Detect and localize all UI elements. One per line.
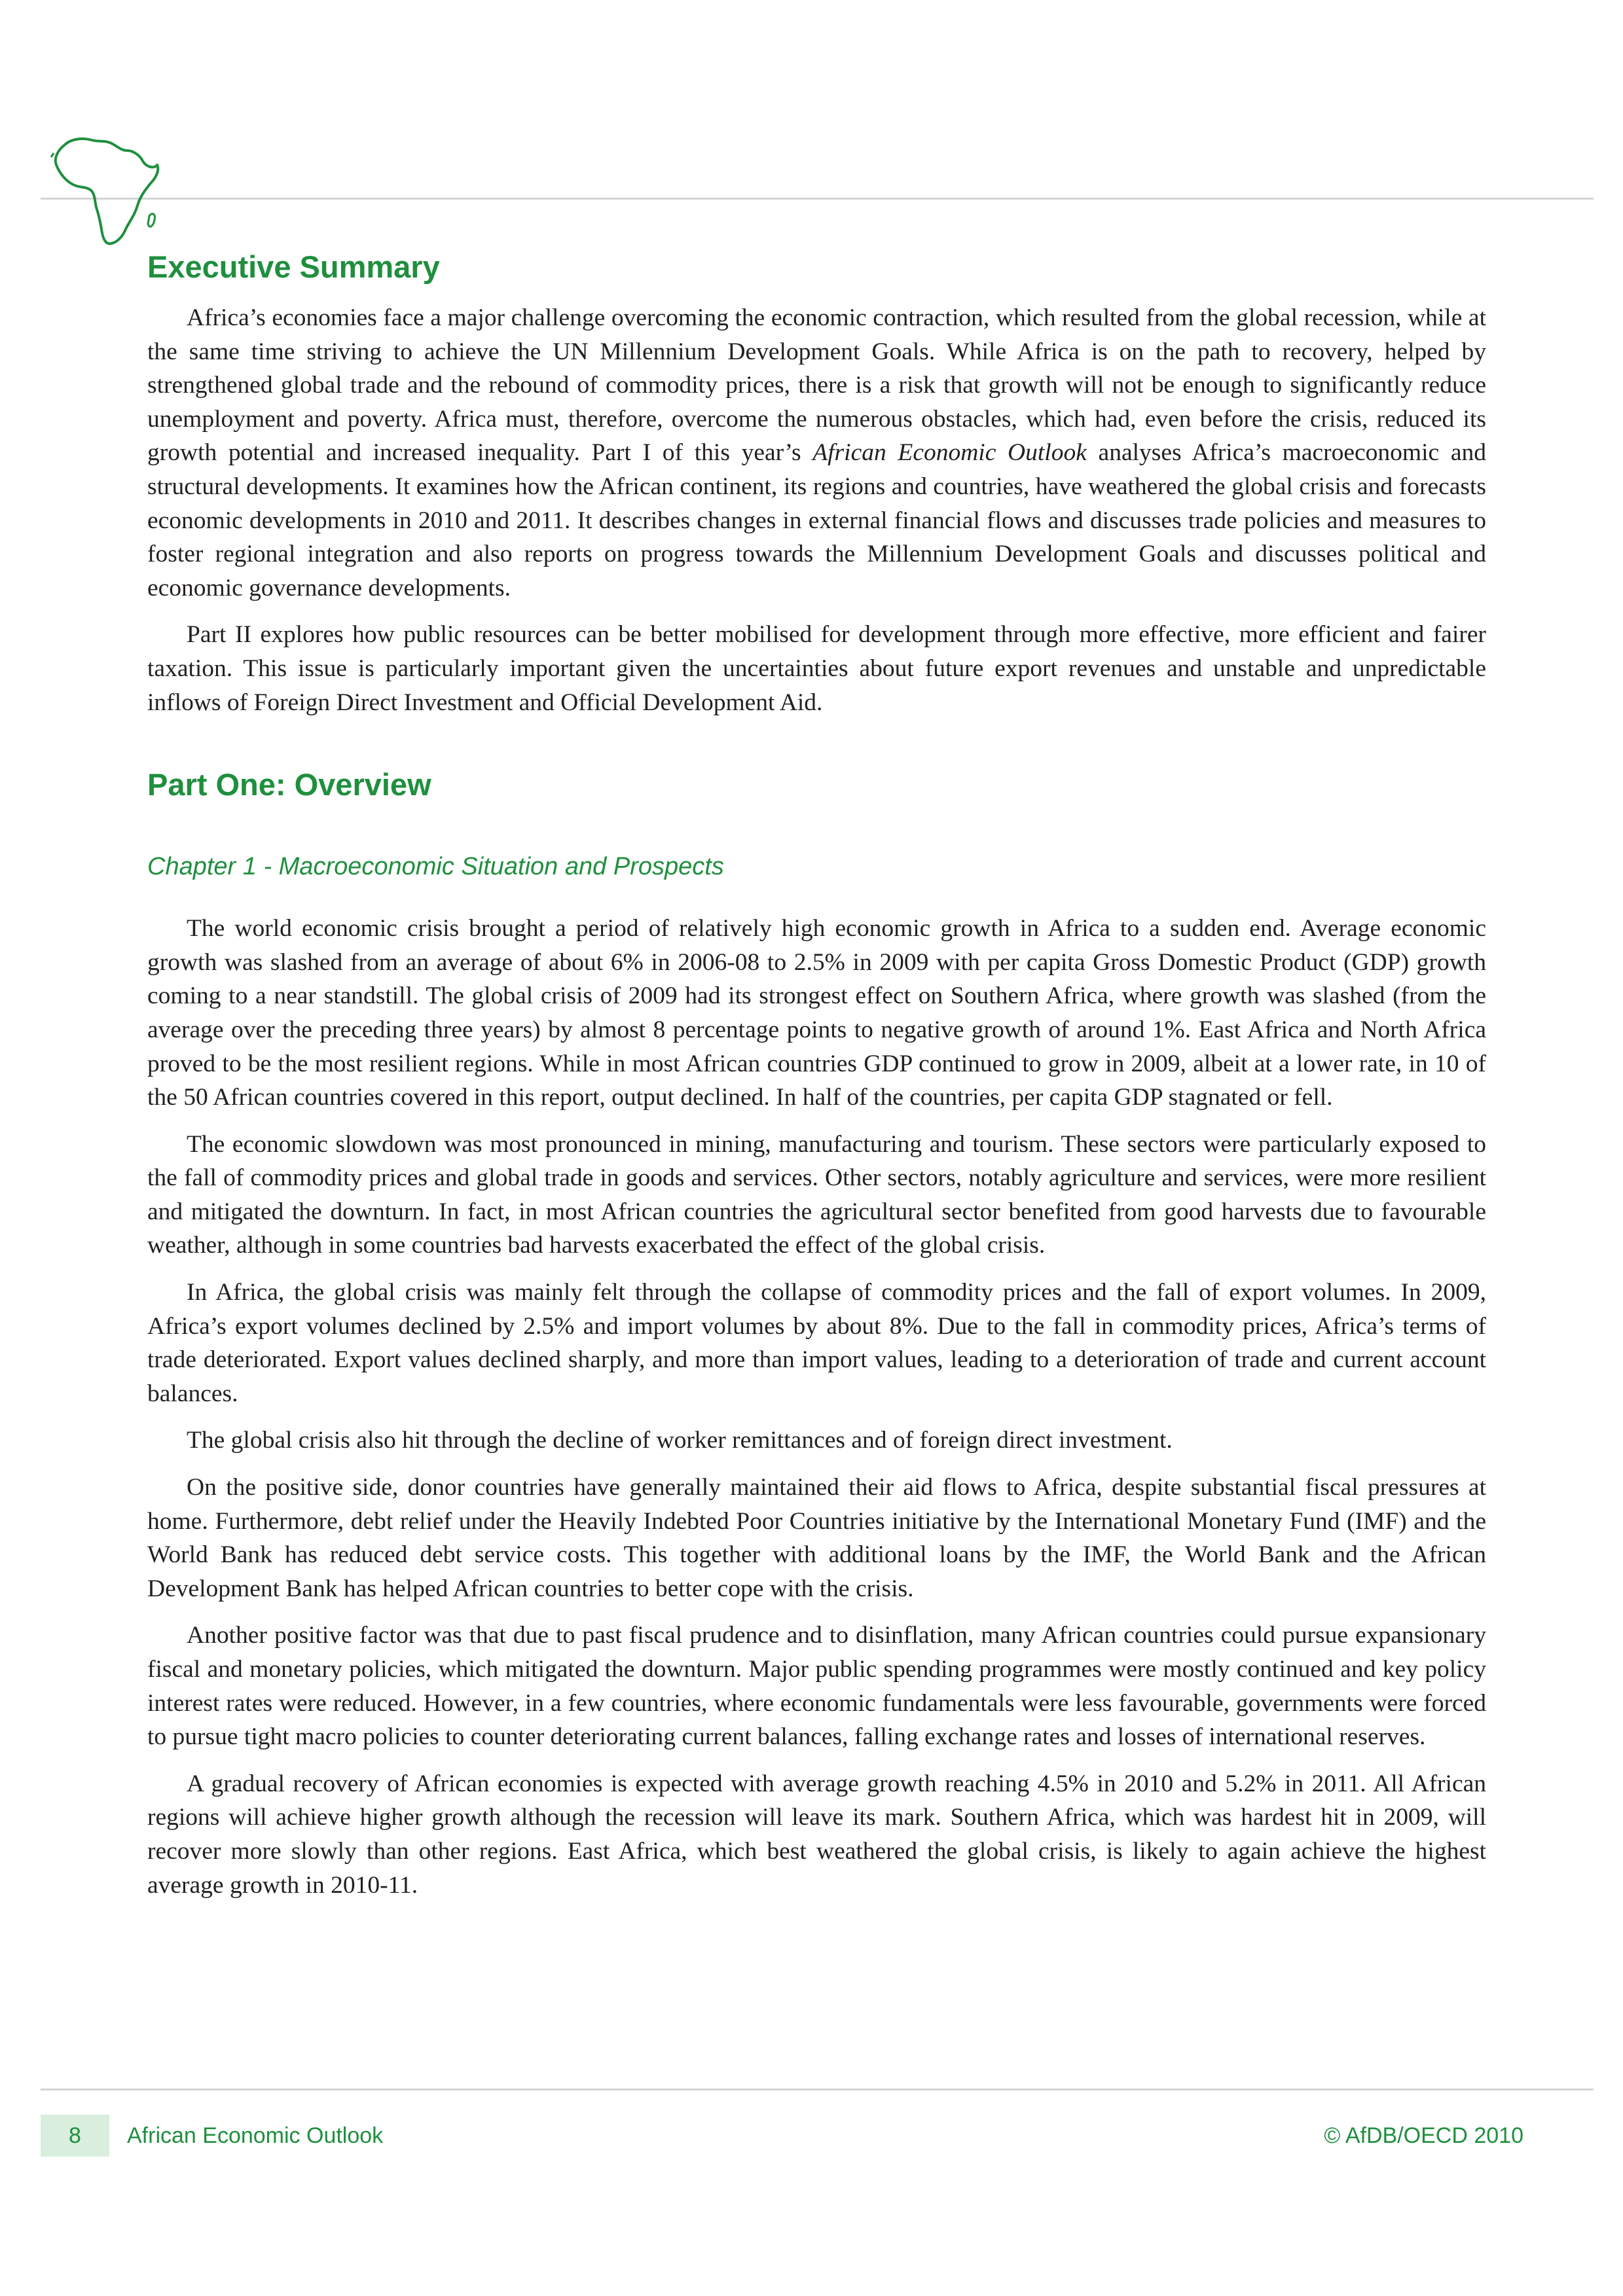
publication-title: African Economic Outlook [812, 439, 1087, 467]
footer-rule [41, 2089, 1594, 2090]
copyright-notice: © AfDB/OECD 2010 [1324, 2123, 1523, 2148]
chapter-paragraph: Another positive factor was that due to past fiscal prudence and to disinflation, many African countries could pursue expansionary fiscal and monetary policies, which mitigated the downturn. Major public spending programmes were mostly continued and key policy interest rates were reduced. However, in a few countries, where economic fundamentals were less favourable, governments were forced to pursue tight macro policies to counter deteriorating current balances, falling exchange rates and losses of international reserves. [147, 1622, 1486, 1751]
chapter-paragraph: The world economic crisis brought a period of relatively high economic growth in Africa to a sudden end. Average economic growth was slashed from an average of about 6% in 2006-08 to 2.5% in 2009 with per capita Gross Domestic Product (GDP) growth coming to a near standstill. The global crisis of 2009 had its strongest effect on Southern Africa, where growth was slashed (from the average over the preceding three years) by almost 8 percentage points to negative growth of around 1%. East Africa and North Africa proved to be the most resilient regions. While in most African countries GDP continued to grow in 2009, albeit at a lower rate, in 10 of the 50 African countries covered in this report, output declined. In half of the countries, per capita GDP stagnated or fell. [147, 915, 1486, 1111]
chapter-1-heading: Chapter 1 - Macroeconomic Situation and Prospects [147, 853, 724, 881]
publication-name: African Economic Outlook [127, 2123, 384, 2148]
chapter-paragraph: On the positive side, donor countries have generally maintained their aid flows to Africa, despite substantial fiscal pressures at home. Furthermore, debt relief under the Heavily Indebted Poor Countries initiative by the International Monetary Fund (IMF) and the World Bank has reduced debt service costs. This together with additional loans by the IMF, the World Bank and the African Development Bank has helped African countries to better cope with the crisis. [147, 1474, 1486, 1602]
executive-summary-paragraph-2: Part II explores how public resources can be better mobilised for development through more effective, more efficient and fairer taxation. This issue is particularly important given the uncertainties about future export revenues and unstable and unpredictable inflows of Foreign Direct Investment and Official Development Aid. [147, 621, 1486, 716]
chapter-paragraph: In Africa, the global crisis was mainly felt through the collapse of commodity prices and the fall of export volumes. In 2009, Africa’s export volumes declined by 2.5% and import volumes by about 8%. Due to the fall in commodity prices, Africa’s terms of trade deteriorated. Export values declined sharply, and more than import values, leading to a deterioration of trade and current account balances. [147, 1279, 1486, 1407]
part-one-heading: Part One: Overview [147, 767, 431, 802]
chapter-paragraph: A gradual recovery of African economies is expected with average growth reaching 4.5% in 2010 and 5.2% in 2011. All African regions will achieve higher growth although the recession will leave its mark. Southern Africa, which was hardest hit in 2009, will recover more slowly than other regions. East Africa, which best weathered the global crisis, is likely to again achieve the highest average growth in 2010-11. [147, 1770, 1486, 1899]
chapter-paragraph: The global crisis also hit through the decline of worker remittances and of foreign direct investment. [187, 1427, 1173, 1454]
page-footer [41, 2115, 1523, 2157]
page-body [147, 247, 1486, 1902]
executive-summary-heading: Executive Summary [147, 249, 440, 284]
executive-summary-paragraph-1: Africa’s economies face a major challenge overcoming the economic contraction, which resulted from the global recession, while at the same time striving to achieve the UN Millennium Development Goals. While Africa is on the path to recovery, helped by strengthened global trade and the rebound of commodity prices, there is a risk that growth will not be enough to significantly reduce unemployment and poverty. Africa must, therefore, overcome the numerous obstacles, which had, even before the crisis, reduced its growth potential and increased inequality. Part I of this year’s African Economic Outlook analyses Africa’s macroeconomic and structural developments. It examines how the African continent, its regions and countries, have weathered the global crisis and forecasts economic developments in 2010 and 2011. It describes changes in external financial flows and discusses trade policies and measures to foster regional integration and also reports on progress towards the Millennium Development Goals and discusses political and economic governance developments. [147, 304, 1486, 601]
chapter-paragraph: The economic slowdown was most pronounced in mining, manufacturing and tourism. These sectors were particularly exposed to the fall of commodity prices and global trade in goods and services. Other sectors, notably agriculture and services, were more resilient and mitigated the downturn. In fact, in most African countries the agricultural sector benefited from good harvests due to favourable weather, although in some countries bad harvests exacerbated the effect of the global crisis. [147, 1130, 1486, 1259]
africa-map-icon [45, 131, 162, 249]
page-number: 8 [41, 2115, 109, 2157]
header-rule [41, 198, 1594, 200]
